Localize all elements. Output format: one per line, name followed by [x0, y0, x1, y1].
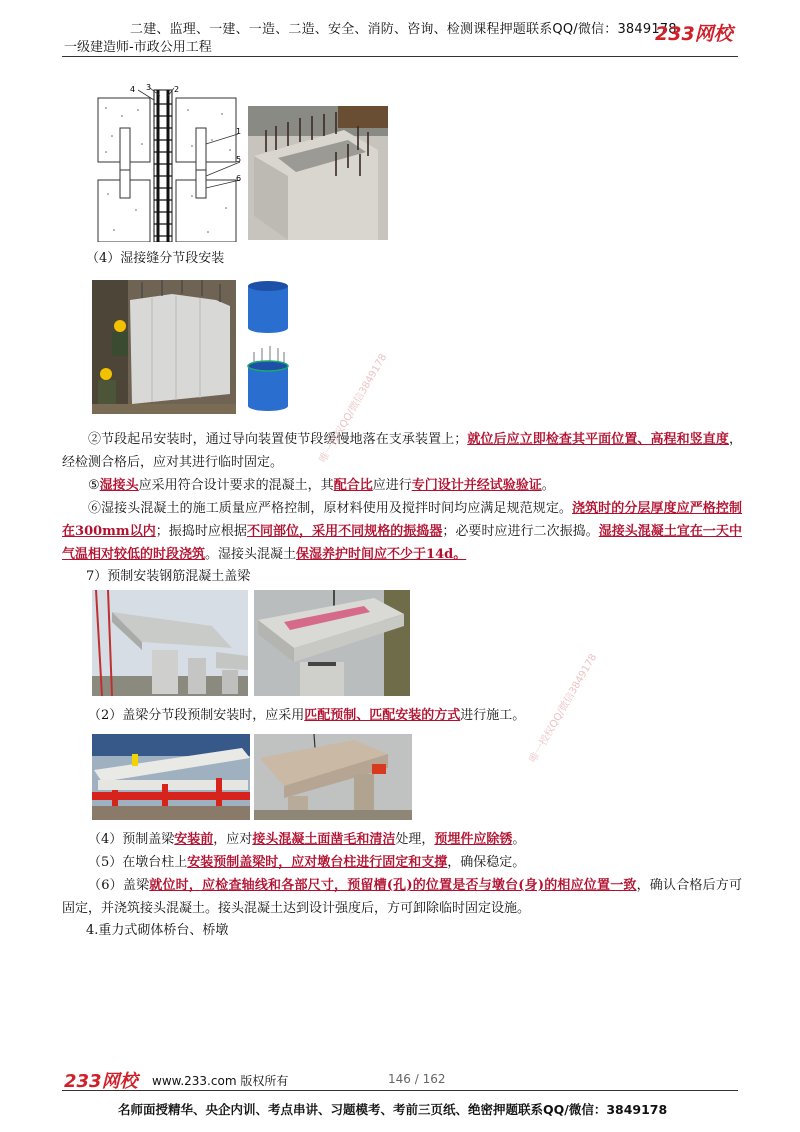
highlight-text: 不同部位，采用不同规格的振捣器	[246, 524, 443, 539]
header-subtitle: 一级建造师-市政公用工程	[64, 40, 212, 55]
diagram-label: 4	[130, 85, 136, 94]
watermark: 唯一授权QQ/微信3849178	[527, 652, 600, 765]
paragraph-text: 处理，	[395, 832, 435, 847]
paragraph-text: 。	[541, 478, 555, 493]
page-number: 146 / 162	[388, 1072, 446, 1086]
paragraph-text: ；必要时应进行二次振捣。	[442, 524, 599, 539]
diagram-label: 6	[236, 174, 242, 183]
header-contact-line: 二建、监理、一建、一造、二造、安全、消防、咨询、检测课程押题联系QQ/微信：3849178	[130, 22, 677, 37]
paragraph-text: （5）在墩台柱上	[88, 855, 188, 870]
highlight-text: 就位后应立即检查其平面位置、高程和竖直度	[467, 432, 729, 447]
highlight-text: 专门设计并经试验验证	[411, 478, 542, 493]
section-heading-cap-beam: 7）预制安装钢筋混凝土盖梁	[86, 569, 251, 584]
paragraph-cap-positioning	[62, 874, 742, 920]
highlight-text: 预埋件应除锈	[434, 832, 513, 847]
footer-logo	[64, 1068, 150, 1092]
cap-beam-lifting-photo	[254, 734, 412, 820]
paragraph-text: 。	[512, 832, 526, 847]
paragraph-text: （2）盖梁分节段预制安装时，应采用	[88, 708, 305, 723]
footer-site: www.233.com 版权所有	[152, 1074, 289, 1088]
paragraph-concrete-quality	[62, 497, 742, 566]
highlight-text: 保湿养护时间应不少于14d。	[296, 547, 467, 562]
diagram-label: 1	[236, 127, 242, 136]
paragraph-text: ；振捣时应根据	[155, 524, 247, 539]
paragraph-text: ②节段起吊安装时，通过导向装置使节段缓慢地落在支承装置上；	[88, 432, 468, 447]
footer-logo-text: 233网校	[64, 1071, 138, 1092]
paragraph-text: ，确认合格后方可固定，并浇筑接头混凝土。接头混凝土达到设计强度后，方可卸除临时固定设施。	[62, 878, 742, 916]
paragraph-text: ⑤	[88, 478, 100, 493]
highlight-text: 湿接头	[99, 478, 139, 493]
paragraph-cap-prep	[62, 828, 742, 851]
paragraph-lifting	[62, 428, 742, 474]
footer-ad: 名师面授精华、央企内训、考点串讲、习题模考、考前三页纸、绝密押题联系QQ/微信：3849178	[118, 1102, 668, 1117]
paragraph-text: ，经检测合格后，应对其进行临时固定。	[62, 432, 742, 470]
highlight-text: 安装前	[174, 832, 214, 847]
cap-beam-photo-2	[254, 590, 410, 696]
brand-logo	[655, 20, 737, 46]
highlight-text: 就位时，应检查轴线和各部尺寸，预留槽(孔)的位置是否与墩台(身)的相应位置一致	[149, 878, 637, 893]
paragraph-wet-joint	[62, 474, 742, 497]
diagram-label: 3	[146, 84, 152, 92]
paragraph-text: （6）盖梁	[88, 878, 150, 893]
header-divider	[62, 56, 738, 57]
cap-beam-photo-1	[92, 590, 248, 696]
paragraph-text: 应进行	[372, 478, 412, 493]
brand-logo-text: 233网校	[655, 23, 733, 45]
diagram-label: 5	[236, 155, 242, 164]
paragraph-text: 。湿接头混凝土	[205, 547, 297, 562]
caption-wet-joint: （4）湿接缝分节段安装	[86, 251, 225, 266]
highlight-text: 浇筑时的分层厚度应严格控制在300mm以内	[62, 501, 742, 539]
footer-divider	[62, 1090, 738, 1091]
cylinder-illustration	[244, 280, 292, 414]
paragraph-text: ，应对	[213, 832, 253, 847]
paragraph-cap-segments	[62, 704, 742, 727]
diagram-label: 2	[174, 85, 180, 94]
segment-photo-1	[248, 106, 388, 240]
section-heading-gravity-abutment: 4.重力式砌体桥台、桥墩	[86, 923, 229, 938]
paragraph-text: 应采用符合设计要求的混凝土，其	[138, 478, 334, 493]
paragraph-text: ，确保稳定。	[447, 855, 526, 870]
highlight-text: 安装预制盖梁时，应对墩台柱进行固定和支撑	[187, 855, 448, 870]
highlight-text: 匹配预制、匹配安装的方式	[304, 708, 461, 723]
highlight-text: 接头混凝土面凿毛和清洁	[252, 832, 396, 847]
paragraph-text: ⑥湿接头混凝土的施工质量应严格控制，原材料使用及搅拌时间均应满足规范规定。	[88, 501, 572, 516]
paragraph-text: 进行施工。	[460, 708, 526, 723]
highlight-text: 配合比	[333, 478, 373, 493]
segment-install-photo	[92, 280, 236, 414]
highlight-text: 湿接头混凝土宜在一天中气温相对较低的时段浇筑	[62, 524, 742, 562]
cap-beam-yard-photo	[92, 734, 250, 820]
watermark: 唯一授权QQ/微信3849178	[317, 352, 390, 465]
wet-joint-diagram	[92, 84, 244, 242]
paragraph-cap-support	[62, 851, 742, 874]
paragraph-text: （4）预制盖梁	[88, 832, 175, 847]
